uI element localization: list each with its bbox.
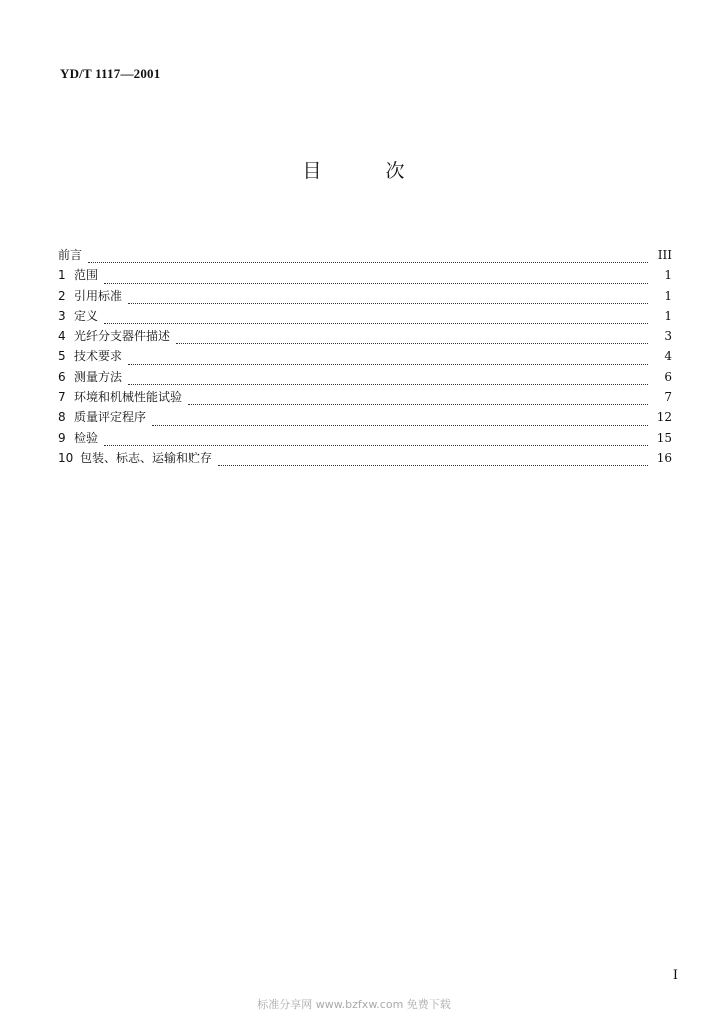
toc-row-9[interactable] [58, 429, 672, 449]
toc-leader [104, 444, 648, 446]
toc-leader [88, 261, 648, 263]
toc-page: 12 [656, 410, 672, 425]
toc-page: III [657, 248, 672, 262]
toc-row-foreword[interactable] [58, 246, 672, 266]
toc-number: 8 [58, 410, 66, 425]
toc-leader [128, 363, 648, 365]
toc-leader [128, 383, 648, 385]
toc-row-3[interactable] [58, 307, 672, 327]
toc-page: 1 [664, 288, 672, 303]
toc-row-5[interactable] [58, 347, 672, 367]
toc-number: 7 [58, 390, 66, 405]
page-number: I [672, 968, 678, 983]
toc-number: 1 [58, 268, 66, 283]
toc-page: 16 [656, 450, 672, 465]
toc-page: 7 [664, 390, 672, 405]
toc-row-1[interactable] [58, 266, 672, 286]
toc-label: 质量评定程序 [74, 410, 147, 425]
toc-label: 检验 [74, 430, 99, 445]
toc-label: 引用标准 [74, 288, 123, 303]
toc-page: 3 [664, 329, 672, 344]
toc-row-10[interactable] [58, 449, 672, 469]
toc-leader [176, 342, 648, 344]
toc-label: 环境和机械性能试验 [74, 390, 183, 405]
footer-watermark: 标准分享网 www.bzfxw.com 免费下载 [257, 998, 451, 1011]
toc-page: 15 [656, 430, 672, 445]
toc-label: 测量方法 [74, 369, 123, 384]
toc-page: 1 [664, 308, 672, 323]
toc-number: 6 [58, 369, 66, 384]
toc-leader [104, 322, 648, 324]
toc-leader [152, 424, 648, 426]
toc-row-6[interactable] [58, 368, 672, 388]
toc-label: 定义 [74, 308, 99, 323]
toc-page: 4 [664, 349, 672, 364]
toc-row-8[interactable] [58, 408, 672, 428]
toc-number: 10 [58, 450, 74, 465]
toc-row-2[interactable] [58, 287, 672, 307]
page-title: 目 次 [302, 160, 406, 182]
toc-leader [128, 302, 648, 304]
table-of-contents [58, 246, 672, 469]
toc-label: 范围 [74, 268, 99, 283]
toc-number: 4 [58, 329, 66, 344]
toc-page: 1 [664, 268, 672, 283]
toc-label: 技术要求 [74, 349, 123, 364]
toc-number: 2 [58, 288, 66, 303]
toc-row-4[interactable] [58, 327, 672, 347]
toc-number: 5 [58, 349, 66, 364]
standard-code: YD/T 1117—2001 [60, 66, 161, 81]
toc-label: 光纤分支器件描述 [74, 329, 171, 344]
toc-leader [188, 403, 648, 405]
toc-number: 9 [58, 430, 66, 445]
toc-label: 包装、标志、运输和贮存 [80, 450, 213, 465]
toc-page: 6 [664, 369, 672, 384]
toc-leader [218, 464, 648, 466]
toc-leader [104, 282, 648, 284]
toc-label: 前言 [58, 248, 83, 262]
toc-row-7[interactable] [58, 388, 672, 408]
toc-number: 3 [58, 308, 66, 323]
